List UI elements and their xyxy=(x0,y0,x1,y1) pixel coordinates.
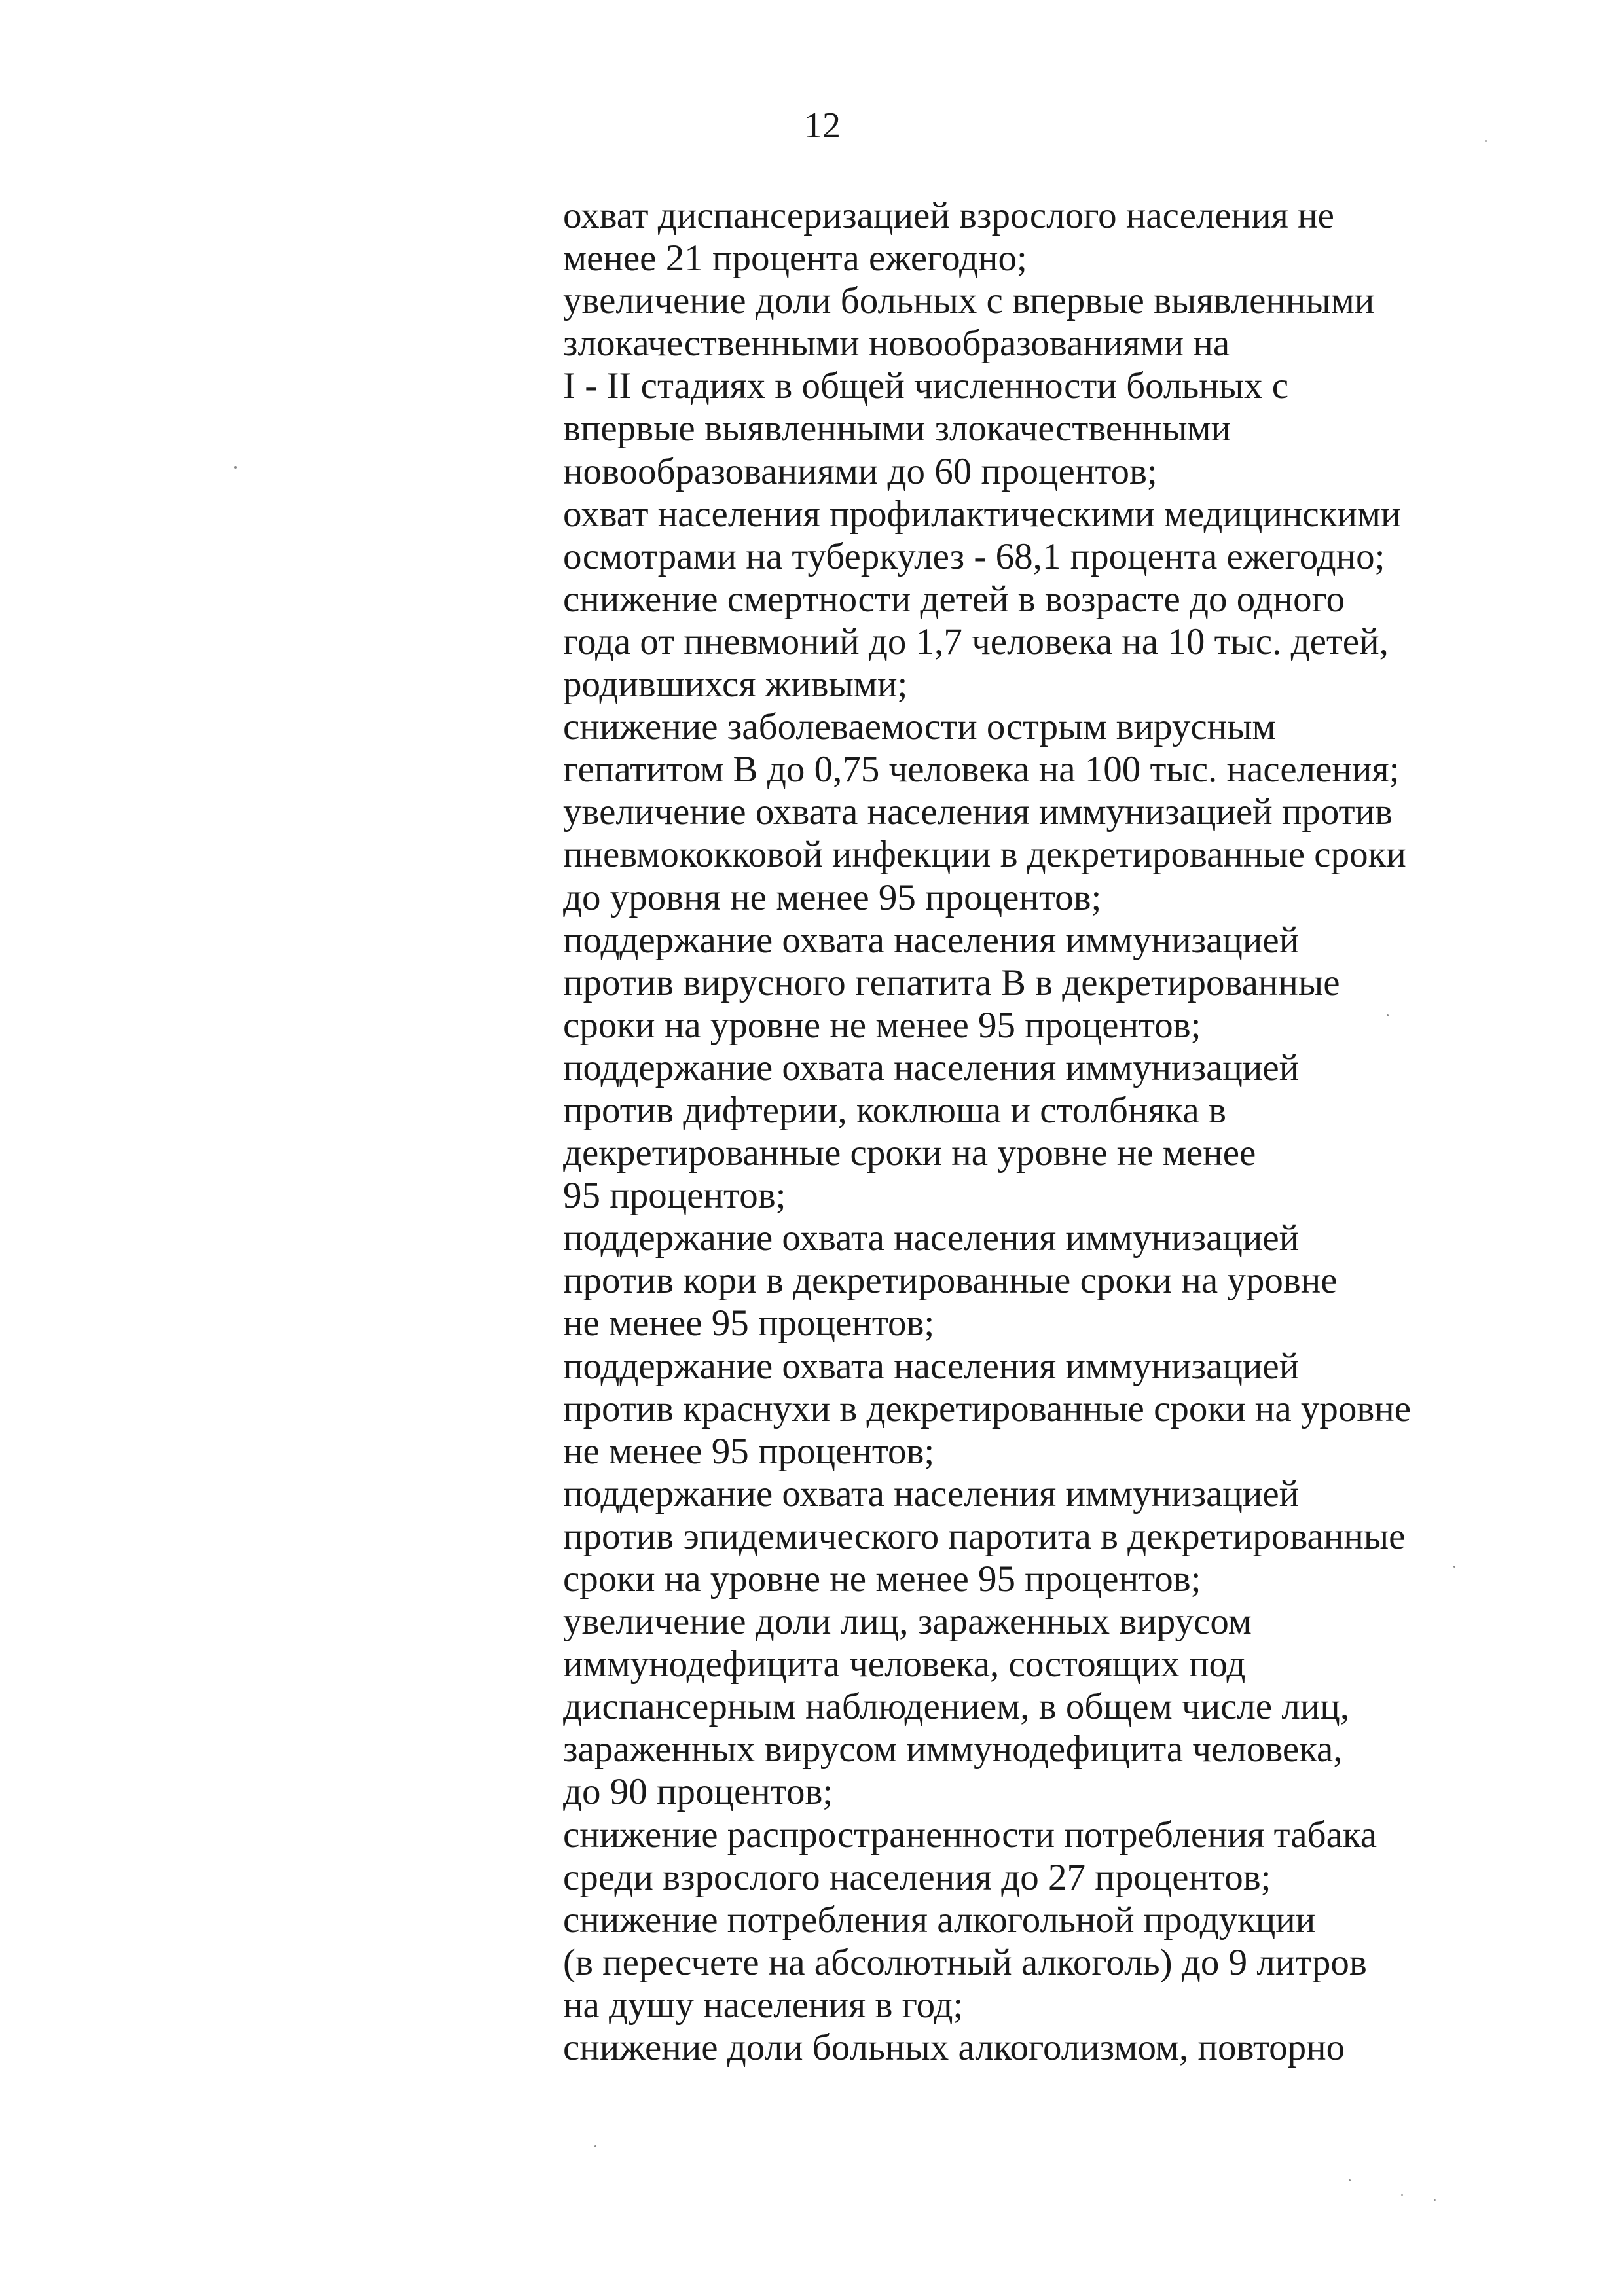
scan-speck xyxy=(1485,140,1487,142)
text-line: до уровня не менее 95 процентов; xyxy=(563,876,1102,918)
text-line: сроки на уровне не менее 95 процентов; xyxy=(563,1004,1201,1046)
text-line: сроки на уровне не менее 95 процентов; xyxy=(563,1558,1201,1600)
text-line: родившихся живыми; xyxy=(563,664,908,706)
text-line: до 90 процентов; xyxy=(563,1771,833,1813)
text-line: против вирусного гепатита B в декретированные xyxy=(563,961,1340,1003)
text-line: диспансерным наблюдением, в общем числе лиц, xyxy=(563,1686,1350,1728)
text-line: пневмококковой инфекции в декретированные сроки xyxy=(563,834,1406,876)
text-line: охват населения профилактическими медицинскими xyxy=(563,493,1401,535)
text-line: увеличение доли лиц, зараженных вирусом xyxy=(563,1601,1252,1643)
text-line: осмотрами на туберкулез - 68,1 процента ежегодно; xyxy=(563,535,1385,577)
text-line: увеличение охвата населения иммунизацией против xyxy=(563,791,1393,833)
text-line: против эпидемического паротита в декретированные xyxy=(563,1515,1406,1557)
text-line: впервые выявленными злокачественными xyxy=(563,408,1231,450)
text-line: снижение потребления алкогольной продукции xyxy=(563,1899,1316,1941)
text-line: не менее 95 процентов; xyxy=(563,1302,935,1344)
text-line: снижение распространенности потребления табака xyxy=(563,1814,1377,1856)
text-line: против кори в декретированные сроки на уровне xyxy=(563,1260,1338,1302)
text-line: злокачественными новообразованиями на xyxy=(563,323,1230,365)
text-line: снижение доли больных алкоголизмом, повторно xyxy=(563,2027,1345,2069)
text-line: поддержание охвата населения иммунизацией xyxy=(563,1217,1300,1259)
text-line: декретированные сроки на уровне не менее xyxy=(563,1132,1256,1174)
text-line: снижение смертности детей в возрасте до одного xyxy=(563,578,1345,620)
text-line: не менее 95 процентов; xyxy=(563,1430,935,1472)
text-line: года от пневмоний до 1,7 человека на 10 тыс. детей, xyxy=(563,620,1389,662)
text-line: I - II стадиях в общей численности больных с xyxy=(563,365,1289,407)
text-line: менее 21 процента ежегодно; xyxy=(563,238,1027,279)
text-line: 95 процентов; xyxy=(563,1175,786,1217)
page-number: 12 xyxy=(804,105,841,146)
text-line: (в пересчете на абсолютный алкоголь) до 9 литров xyxy=(563,1941,1367,1983)
text-line: новообразованиями до 60 процентов; xyxy=(563,450,1158,492)
text-line: поддержание охвата населения иммунизацией xyxy=(563,919,1300,961)
scan-speck xyxy=(1401,2194,1403,2196)
text-line: поддержание охвата населения иммунизацией xyxy=(563,1473,1300,1515)
scan-speck xyxy=(1453,1566,1455,1568)
text-line: поддержание охвата населения иммунизацией xyxy=(563,1345,1300,1387)
text-line: поддержание охвата населения иммунизацией xyxy=(563,1047,1300,1088)
text-line: против краснухи в декретированные сроки на уровне xyxy=(563,1388,1412,1429)
scan-speck xyxy=(234,466,237,469)
scan-speck xyxy=(1434,2199,1436,2201)
text-line: снижение заболеваемости острым вирусным xyxy=(563,706,1276,748)
text-line: среди взрослого населения до 27 процентов; xyxy=(563,1856,1271,1898)
text-line: гепатитом B до 0,75 человека на 100 тыс. населения; xyxy=(563,749,1400,791)
text-line: против дифтерии, коклюша и столбняка в xyxy=(563,1089,1226,1131)
scan-speck xyxy=(1387,1014,1389,1016)
text-line: иммунодефицита человека, состоящих под xyxy=(563,1643,1246,1685)
text-line: увеличение доли больных с впервые выявленными xyxy=(563,280,1375,322)
scan-speck xyxy=(1349,2179,1351,2181)
body-text xyxy=(563,194,1512,2069)
text-line: зараженных вирусом иммунодефицита человека, xyxy=(563,1729,1343,1770)
text-line: охват диспансеризацией взрослого населения не xyxy=(563,195,1334,236)
text-line: на душу населения в год; xyxy=(563,1984,964,2026)
scan-speck xyxy=(594,2145,596,2147)
